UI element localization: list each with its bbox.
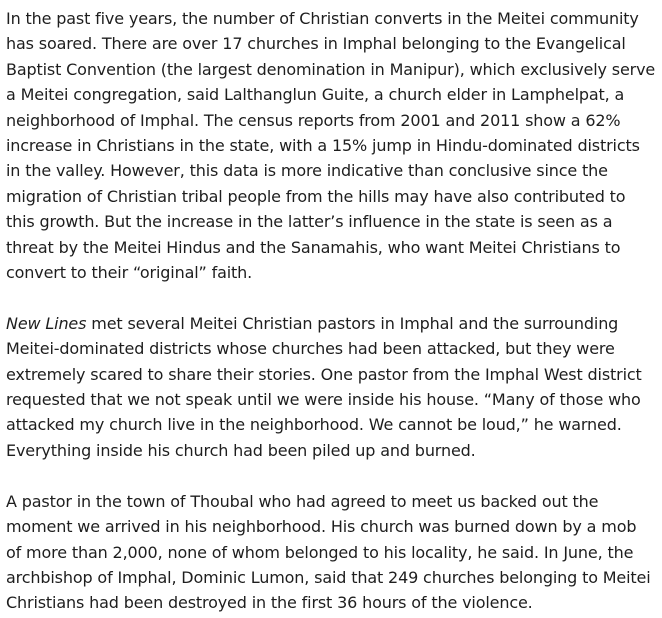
paragraph-3-text: A pastor in the town of Thoubal who had agreed to meet us backed out the moment we arrived in his neighborhood. His church was burned down by a mob of more than 2,000, none of whom belonged to his locality, he said. In June, the archbishop of Imphal, Dominic Lumon, said that 249 churches belonging to Meitei Christians had been destroyed in the first 36 hours of the violence. <box>6 491 651 613</box>
paragraph-3 <box>6 489 656 616</box>
paragraph-2-text: met several Meitei Christian pastors in Imphal and the surrounding Meitei-dominated districts whose churches had been attacked, but they were extremely scared to share their stories. One pastor from the Imphal West district requested that we not speak until we were inside his house. “Many of those who attacked my church live in the neighborhood. We cannot be loud,” he warned. Everything inside his church had been piled up and burned. <box>6 313 642 460</box>
paragraph-1-text: In the past five years, the number of Christian converts in the Meitei community has soared. There are over 17 churches in Imphal belonging to the Evangelical Baptist Convention (the largest denomination in Manipur), which exclusively serve a Meitei congregation, said Lalthanglun Guite, a church elder in Lamphelpat, a neighborhood of Imphal. The census reports from 2001 and 2011 show a 62% increase in Christians in the state, with a 15% jump in Hindu-dominated districts in the valley. However, this data is more indicative than conclusive since the migration of Christian tribal people from the hills may have also contributed to this growth. But the increase in the latter’s influence in the state is seen as a threat by the Meitei Hindus and the Sanamahis, who want Meitei Christians to convert to their “original” faith. <box>6 9 656 283</box>
publication-name: New Lines <box>6 313 87 333</box>
paragraph-2 <box>6 311 656 463</box>
paragraph-1 <box>6 6 656 285</box>
